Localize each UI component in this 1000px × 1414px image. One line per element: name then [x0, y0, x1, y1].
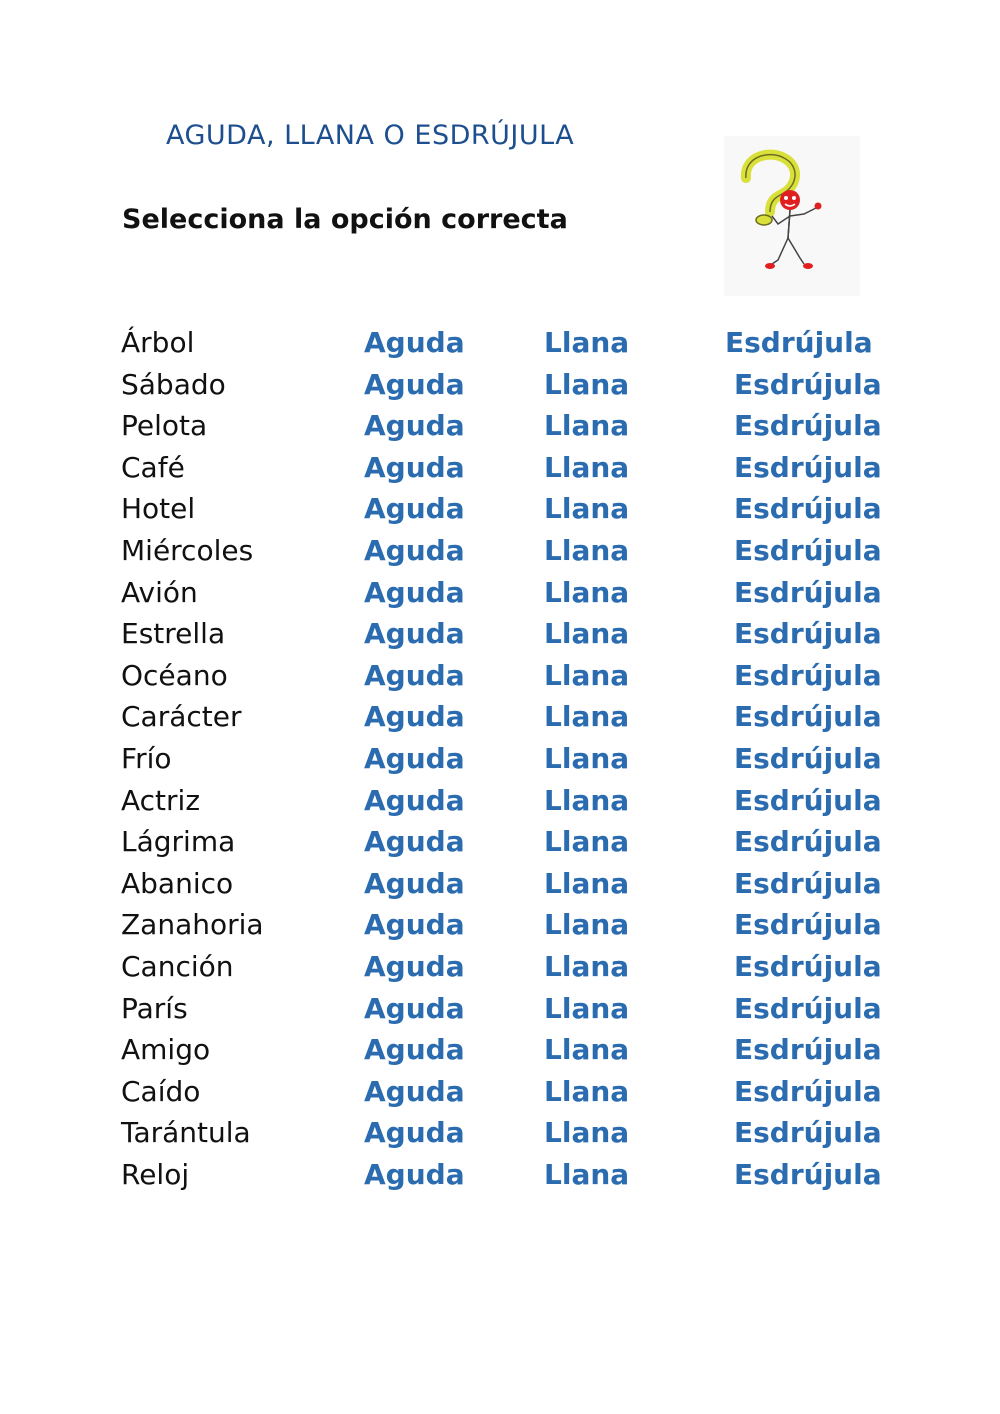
- word-row: [0, 451, 1000, 493]
- option-esdrujula[interactable]: Esdrújula: [734, 991, 882, 1025]
- option-aguda[interactable]: Aguda: [364, 1033, 465, 1067]
- word-label: Lágrima: [121, 825, 236, 859]
- option-llana[interactable]: Llana: [544, 741, 630, 775]
- word-label: Sábado: [121, 367, 226, 401]
- option-esdrujula[interactable]: Esdrújula: [734, 1033, 882, 1067]
- option-esdrujula[interactable]: Esdrújula: [734, 533, 882, 567]
- word-row: [0, 368, 1000, 410]
- word-label: Abanico: [121, 866, 234, 900]
- option-esdrujula[interactable]: Esdrújula: [734, 908, 882, 942]
- option-aguda[interactable]: Aguda: [364, 617, 465, 651]
- option-aguda[interactable]: Aguda: [364, 450, 465, 484]
- option-esdrujula[interactable]: Esdrújula: [734, 575, 882, 609]
- option-esdrujula[interactable]: Esdrújula: [734, 492, 882, 526]
- word-row: [0, 534, 1000, 576]
- word-label: París: [121, 991, 188, 1025]
- option-aguda[interactable]: Aguda: [364, 949, 465, 983]
- option-aguda[interactable]: Aguda: [364, 1157, 465, 1191]
- word-label: Árbol: [121, 326, 195, 359]
- option-llana[interactable]: Llana: [544, 991, 630, 1025]
- option-aguda[interactable]: Aguda: [364, 866, 465, 900]
- option-llana[interactable]: Llana: [544, 533, 630, 567]
- option-llana[interactable]: Llana: [544, 326, 630, 359]
- option-esdrujula[interactable]: Esdrújula: [734, 658, 882, 692]
- option-llana[interactable]: Llana: [544, 1033, 630, 1067]
- option-aguda[interactable]: Aguda: [364, 575, 465, 609]
- option-llana[interactable]: Llana: [544, 1157, 630, 1191]
- word-row: [0, 617, 1000, 659]
- word-list: [0, 326, 1000, 1199]
- option-llana[interactable]: Llana: [544, 617, 630, 651]
- option-llana[interactable]: Llana: [544, 409, 630, 443]
- option-llana[interactable]: Llana: [544, 1116, 630, 1150]
- option-esdrujula[interactable]: Esdrújula: [734, 700, 882, 734]
- word-row: [0, 700, 1000, 742]
- option-llana[interactable]: Llana: [544, 700, 630, 734]
- word-row: [0, 825, 1000, 867]
- option-llana[interactable]: Llana: [544, 825, 630, 859]
- option-llana[interactable]: Llana: [544, 492, 630, 526]
- question-mark-stick-figure-icon: [724, 136, 860, 296]
- option-llana[interactable]: Llana: [544, 908, 630, 942]
- option-llana[interactable]: Llana: [544, 658, 630, 692]
- word-label: Reloj: [121, 1157, 190, 1191]
- option-aguda[interactable]: Aguda: [364, 367, 465, 401]
- option-aguda[interactable]: Aguda: [364, 1116, 465, 1150]
- option-llana[interactable]: Llana: [544, 450, 630, 484]
- word-label: Zanahoria: [121, 908, 264, 942]
- word-label: Caído: [121, 1074, 201, 1108]
- word-label: Café: [121, 450, 185, 484]
- word-label: Carácter: [121, 700, 242, 734]
- option-llana[interactable]: Llana: [544, 866, 630, 900]
- word-row: [0, 1033, 1000, 1075]
- word-row: [0, 659, 1000, 701]
- word-label: Estrella: [121, 617, 226, 651]
- option-esdrujula[interactable]: Esdrújula: [734, 1116, 882, 1150]
- option-esdrujula[interactable]: Esdrújula: [734, 866, 882, 900]
- word-row: [0, 784, 1000, 826]
- option-esdrujula[interactable]: Esdrújula: [734, 825, 882, 859]
- word-label: Miércoles: [121, 533, 254, 567]
- word-row: [0, 742, 1000, 784]
- option-aguda[interactable]: Aguda: [364, 991, 465, 1025]
- word-label: Frío: [121, 741, 172, 775]
- option-aguda[interactable]: Aguda: [364, 1074, 465, 1108]
- word-row: [0, 409, 1000, 451]
- word-row: [0, 1075, 1000, 1117]
- word-row: [0, 326, 1000, 368]
- word-label: Océano: [121, 658, 228, 692]
- word-label: Tarántula: [121, 1116, 251, 1150]
- option-esdrujula[interactable]: Esdrújula: [734, 1074, 882, 1108]
- option-aguda[interactable]: Aguda: [364, 700, 465, 734]
- option-aguda[interactable]: Aguda: [364, 658, 465, 692]
- word-label: Hotel: [121, 492, 196, 526]
- option-aguda[interactable]: Aguda: [364, 825, 465, 859]
- word-row: [0, 576, 1000, 618]
- option-aguda[interactable]: Aguda: [364, 409, 465, 443]
- instruction-text: Selecciona la opción correcta: [122, 204, 568, 235]
- worksheet-title: AGUDA, LLANA O ESDRÚJULA: [166, 120, 575, 151]
- word-label: Avión: [121, 575, 198, 609]
- option-aguda[interactable]: Aguda: [364, 492, 465, 526]
- option-llana[interactable]: Llana: [544, 1074, 630, 1108]
- option-aguda[interactable]: Aguda: [364, 783, 465, 817]
- option-esdrujula[interactable]: Esdrújula: [734, 409, 882, 443]
- option-esdrujula[interactable]: Esdrújula: [734, 741, 882, 775]
- word-row: [0, 1158, 1000, 1200]
- option-esdrujula[interactable]: Esdrújula: [734, 450, 882, 484]
- option-llana[interactable]: Llana: [544, 949, 630, 983]
- option-esdrujula[interactable]: Esdrújula: [734, 1157, 882, 1191]
- word-label: Pelota: [121, 409, 208, 443]
- option-llana[interactable]: Llana: [544, 367, 630, 401]
- option-esdrujula[interactable]: Esdrújula: [734, 949, 882, 983]
- option-esdrujula[interactable]: Esdrújula: [734, 367, 882, 401]
- option-llana[interactable]: Llana: [544, 783, 630, 817]
- option-aguda[interactable]: Aguda: [364, 741, 465, 775]
- word-row: [0, 492, 1000, 534]
- option-esdrujula[interactable]: Esdrújula: [725, 326, 873, 359]
- word-label: Amigo: [121, 1033, 211, 1067]
- word-row: [0, 1116, 1000, 1158]
- option-aguda[interactable]: Aguda: [364, 908, 465, 942]
- word-row: [0, 950, 1000, 992]
- word-row: [0, 992, 1000, 1034]
- option-llana[interactable]: Llana: [544, 575, 630, 609]
- option-aguda[interactable]: Aguda: [364, 326, 465, 359]
- option-aguda[interactable]: Aguda: [364, 533, 465, 567]
- word-row: [0, 908, 1000, 950]
- word-label: Canción: [121, 949, 234, 983]
- word-row: [0, 867, 1000, 909]
- option-esdrujula[interactable]: Esdrújula: [734, 617, 882, 651]
- option-esdrujula[interactable]: Esdrújula: [734, 783, 882, 817]
- word-label: Actriz: [121, 783, 201, 817]
